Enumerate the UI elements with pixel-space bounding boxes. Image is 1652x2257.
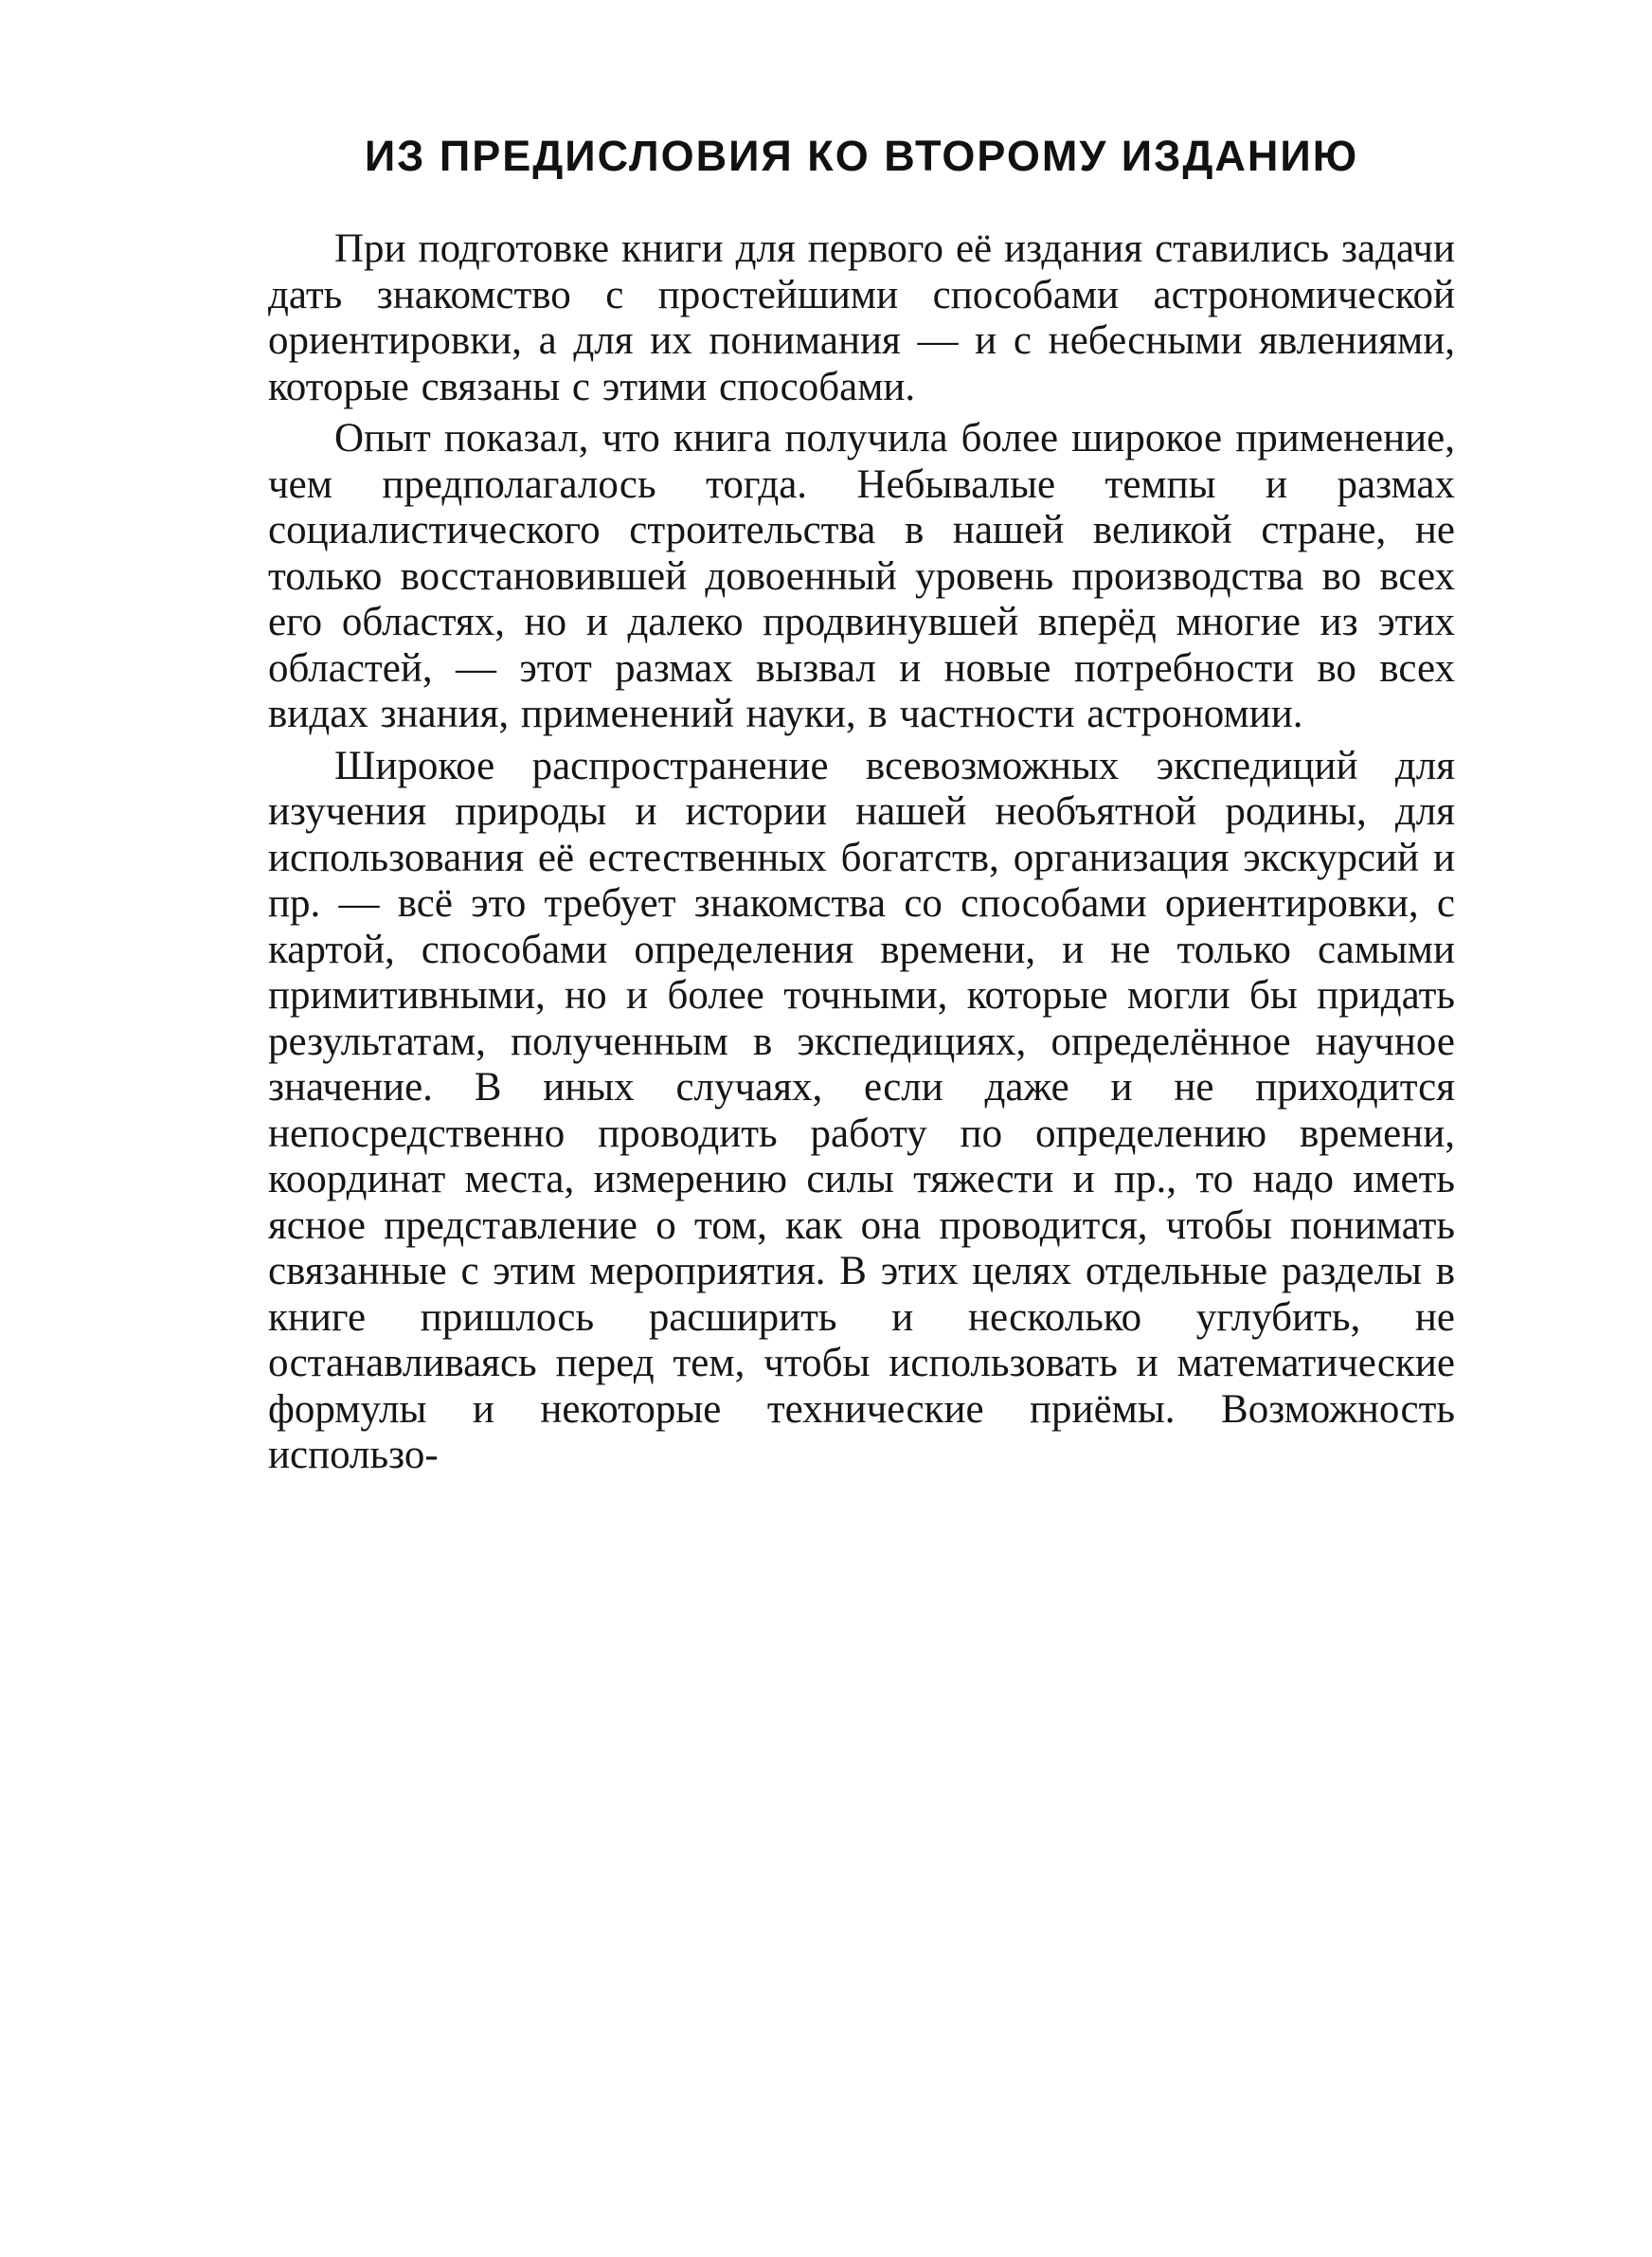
paragraph-2: Опыт показал, что книга получила более широкое применение, чем предполагалось тогда. Небывалые темпы и размах социалистического строительства в нашей великой стране, не только восстановившей довоенный уровень производства во всех его областях, но и далеко продвинувшей вперёд многие из этих областей, — этот размах вызвал и новые потребности во всех видах знания, применений науки, в частности астрономии. <box>268 416 1455 736</box>
paragraph-3: Широкое распространение всевозможных экспедиций для изучения природы и истории нашей необъятной родины, для использования её естественных богатств, организация экскурсий и пр. — всё это требует знакомства со способами ориентировки, с картой, способами определения времени, и не только самыми примитивными, но и более точными, которые могли бы придать результатам, полученным в экспедициях, определённое научное значение. В иных случаях, если даже и не приходится непосредственно проводить работу по определению времени, координат места, измерению силы тяжести и пр., то надо иметь ясное представление о том, как она проводится, чтобы понимать связанные с этим мероприятия. В этих целях отдельные разделы в книге пришлось расширить и несколько углубить, не останавливаясь перед тем, чтобы использовать и математические формулы и некоторые технические приёмы. Возможность использо- <box>268 743 1455 1477</box>
paragraph-1: При подготовке книги для первого её издания ставились задачи дать знакомство с простейшими способами астрономической ориентировки, а для их понимания — и с небесными явлениями, которые связаны с этими способами. <box>268 226 1455 409</box>
chapter-title: ИЗ ПРЕДИСЛОВИЯ КО ВТОРОМУ ИЗДАНИЮ <box>364 132 1359 180</box>
page-content <box>268 128 1455 1485</box>
